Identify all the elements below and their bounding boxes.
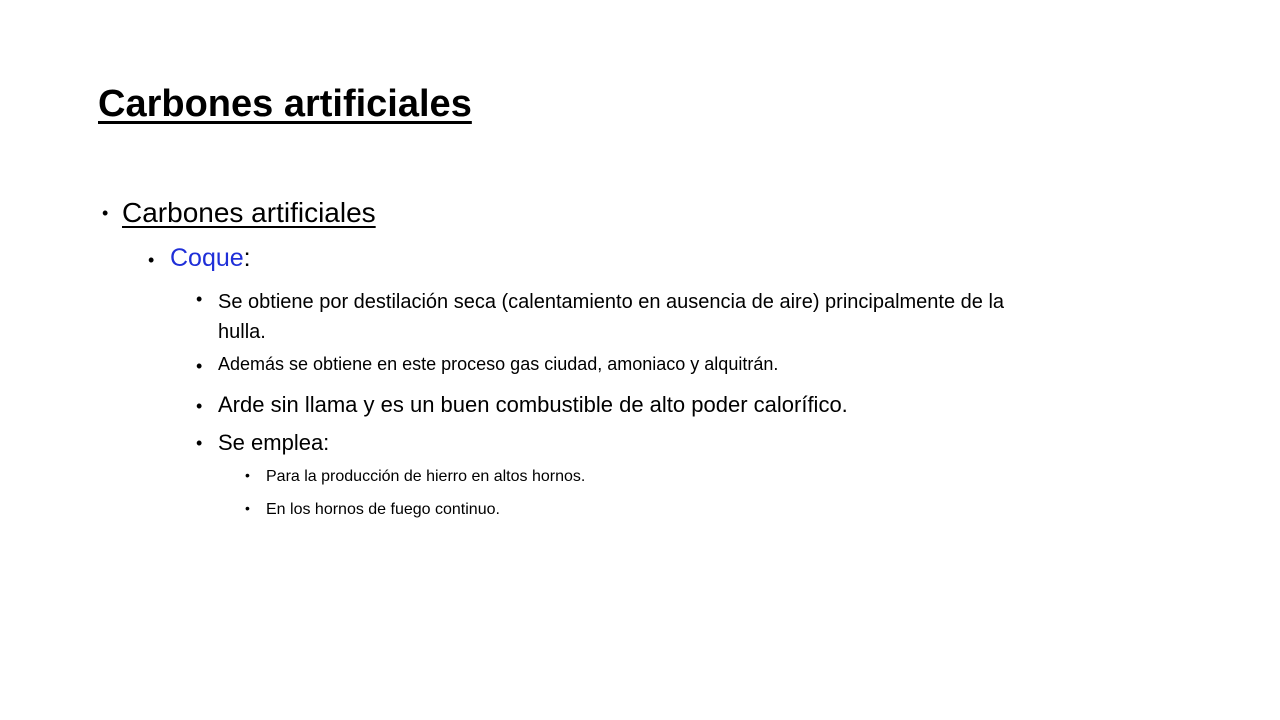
bullet-icon: • <box>196 356 203 376</box>
list-item-level3: Se obtiene por destilación seca (calentamiento en ausencia de aire) principalmente de la hulla. <box>218 291 1005 343</box>
level4-text: Para la producción de hierro en altos hornos. <box>266 468 586 485</box>
level2-suffix: : <box>243 244 251 272</box>
bullet-icon: • <box>196 396 203 416</box>
list-item-level4 <box>266 468 585 486</box>
slide-title: Carbones artificiales <box>98 83 472 125</box>
list-item-level2 <box>170 244 251 273</box>
bullet-icon: • <box>245 467 250 483</box>
level3-text: Arde sin llama y es un buen combustible de alto poder calorífico. <box>218 392 848 417</box>
bullet-icon: • <box>196 433 203 453</box>
list-item-level3 <box>218 354 778 375</box>
level2-term: Coque <box>170 244 244 272</box>
level4-text: En los hornos de fuego continuo. <box>266 501 500 518</box>
level3-text: Se emplea: <box>218 430 330 455</box>
bullet-icon: • <box>245 500 250 516</box>
list-item-level1 <box>122 197 376 229</box>
list-item-level3 <box>218 392 848 418</box>
level1-heading: Carbones artificiales <box>122 197 376 228</box>
level3-text: Además se obtiene en este proceso gas ciudad, amoniaco y alquitrán. <box>218 354 779 374</box>
bullet-icon: • <box>102 203 109 223</box>
list-item-level3 <box>218 430 329 456</box>
bullet-icon: • <box>148 250 155 270</box>
bullet-icon: • <box>196 289 203 309</box>
list-item-level4 <box>266 501 500 519</box>
